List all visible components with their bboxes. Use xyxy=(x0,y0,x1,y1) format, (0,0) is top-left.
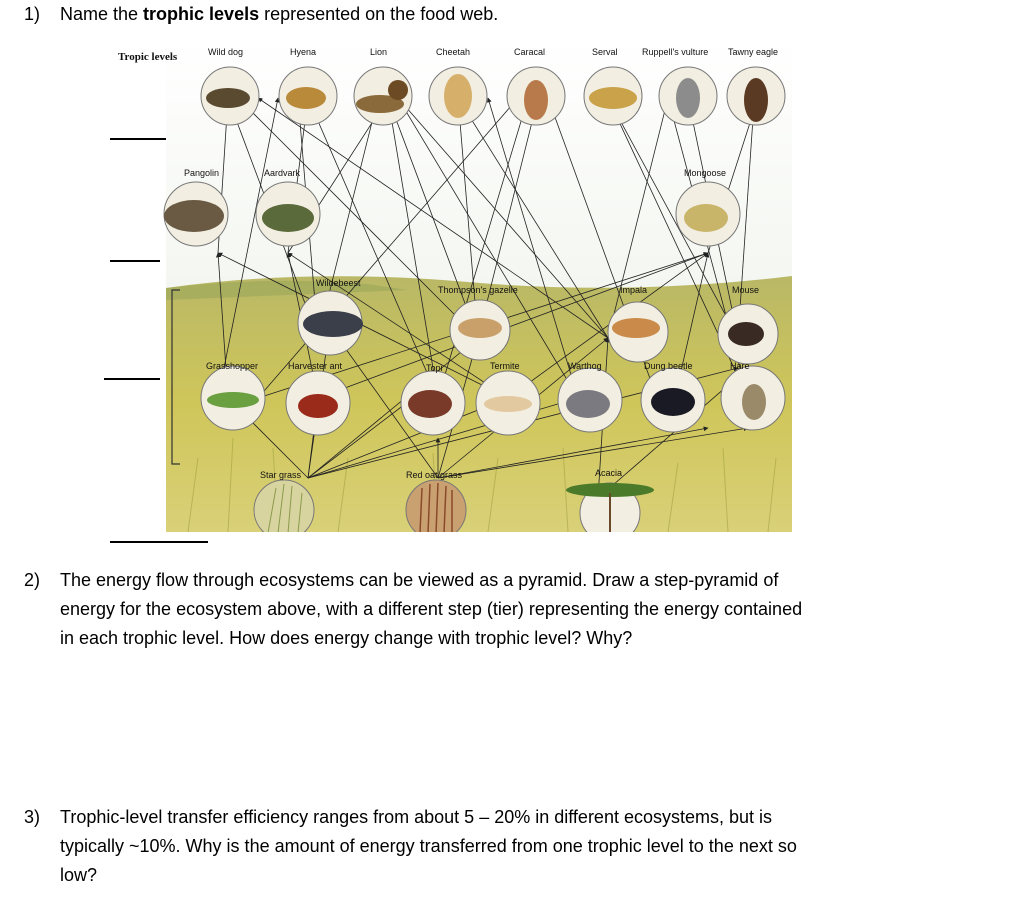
wildebeest-icon xyxy=(303,311,363,337)
gazelle-icon xyxy=(458,318,502,338)
vulture-icon xyxy=(676,78,700,118)
label-impala: Impala xyxy=(620,285,648,295)
question-text-part: Name the xyxy=(60,4,144,24)
label-lion: Lion xyxy=(370,47,388,57)
termite-icon xyxy=(484,396,532,412)
lion-mane-icon xyxy=(388,80,408,100)
mouse-icon xyxy=(728,322,764,346)
label-hyena: Hyena xyxy=(290,47,317,57)
harvester-ant-icon xyxy=(298,394,338,418)
label-hare: Hare xyxy=(730,361,750,371)
question-text-part: represented on the food web. xyxy=(259,4,499,24)
question-number: 2) xyxy=(24,570,41,590)
label-wildebeest: Wildebeest xyxy=(316,278,361,288)
question-text xyxy=(60,803,960,890)
wild-dog-icon xyxy=(206,88,250,108)
label-warthog: Warthog xyxy=(568,361,602,371)
warthog-icon xyxy=(566,390,610,418)
label-serval: Serval xyxy=(592,47,618,57)
label-mouse: Mouse xyxy=(732,285,760,295)
mongoose-icon xyxy=(684,204,728,232)
question-line: in each trophic level. How does energy change with trophic level? Why? xyxy=(60,628,633,648)
caracal-icon xyxy=(524,80,548,120)
label-aardvark: Aardvark xyxy=(264,168,301,178)
label-cheetah: Cheetah xyxy=(436,47,471,57)
aardvark-icon xyxy=(262,204,314,232)
label-acacia: Acacia xyxy=(595,468,623,478)
question-number: 3) xyxy=(24,807,41,827)
label-tawny-eagle: Tawny eagle xyxy=(728,47,779,57)
label-ruppells-vulture: Ruppell's vulture xyxy=(642,47,709,57)
question-text xyxy=(60,566,960,653)
label-termite: Termite xyxy=(490,361,520,371)
hare-icon xyxy=(742,384,766,420)
topi-icon xyxy=(408,390,452,418)
label-dung-beetle: Dung beetle xyxy=(644,361,693,371)
grasshopper-icon xyxy=(207,392,259,408)
label-harvester-ant: Harvester ant xyxy=(288,361,343,371)
label-caracal: Caracal xyxy=(514,47,546,57)
question-emphasis: trophic levels xyxy=(143,4,260,24)
eagle-icon xyxy=(744,78,768,122)
question-line: energy for the ecosystem above, with a different step (tier) representing the energy contained xyxy=(60,599,803,619)
tropic-levels-label: Tropic levels xyxy=(118,51,178,63)
label-star-grass: Star grass xyxy=(260,470,302,480)
label-mongoose: Mongoose xyxy=(684,168,727,178)
serval-icon xyxy=(589,87,637,109)
label-wild-dog: Wild dog xyxy=(208,47,244,57)
answer-blank-4[interactable] xyxy=(110,541,208,543)
cheetah-icon xyxy=(444,74,472,118)
label-topi: Topi xyxy=(426,363,443,373)
question-number: 1) xyxy=(24,4,41,24)
question-line: typically ~10%. Why is the amount of energy transferred from one trophic level to the next so xyxy=(60,836,797,856)
food-web-svg xyxy=(108,38,792,532)
label-thompsons-gazelle: Thompson's gazelle xyxy=(438,285,518,295)
question-text xyxy=(60,0,498,29)
question-line: Trophic-level transfer efficiency ranges from about 5 – 20% in different ecosystems, but is xyxy=(60,807,773,827)
label-grasshopper: Grasshopper xyxy=(206,361,259,371)
question-line: The energy flow through ecosystems can be viewed as a pyramid. Draw a step-pyramid of xyxy=(60,570,779,590)
dung-beetle-icon xyxy=(651,388,695,416)
label-red-oat-grass: Red oat grass xyxy=(406,470,463,480)
impala-icon xyxy=(612,318,660,338)
pangolin-icon xyxy=(164,200,224,232)
label-pangolin: Pangolin xyxy=(184,168,220,178)
food-web-figure xyxy=(108,38,792,532)
question-line: low? xyxy=(60,865,98,885)
hyena-icon xyxy=(286,87,326,109)
